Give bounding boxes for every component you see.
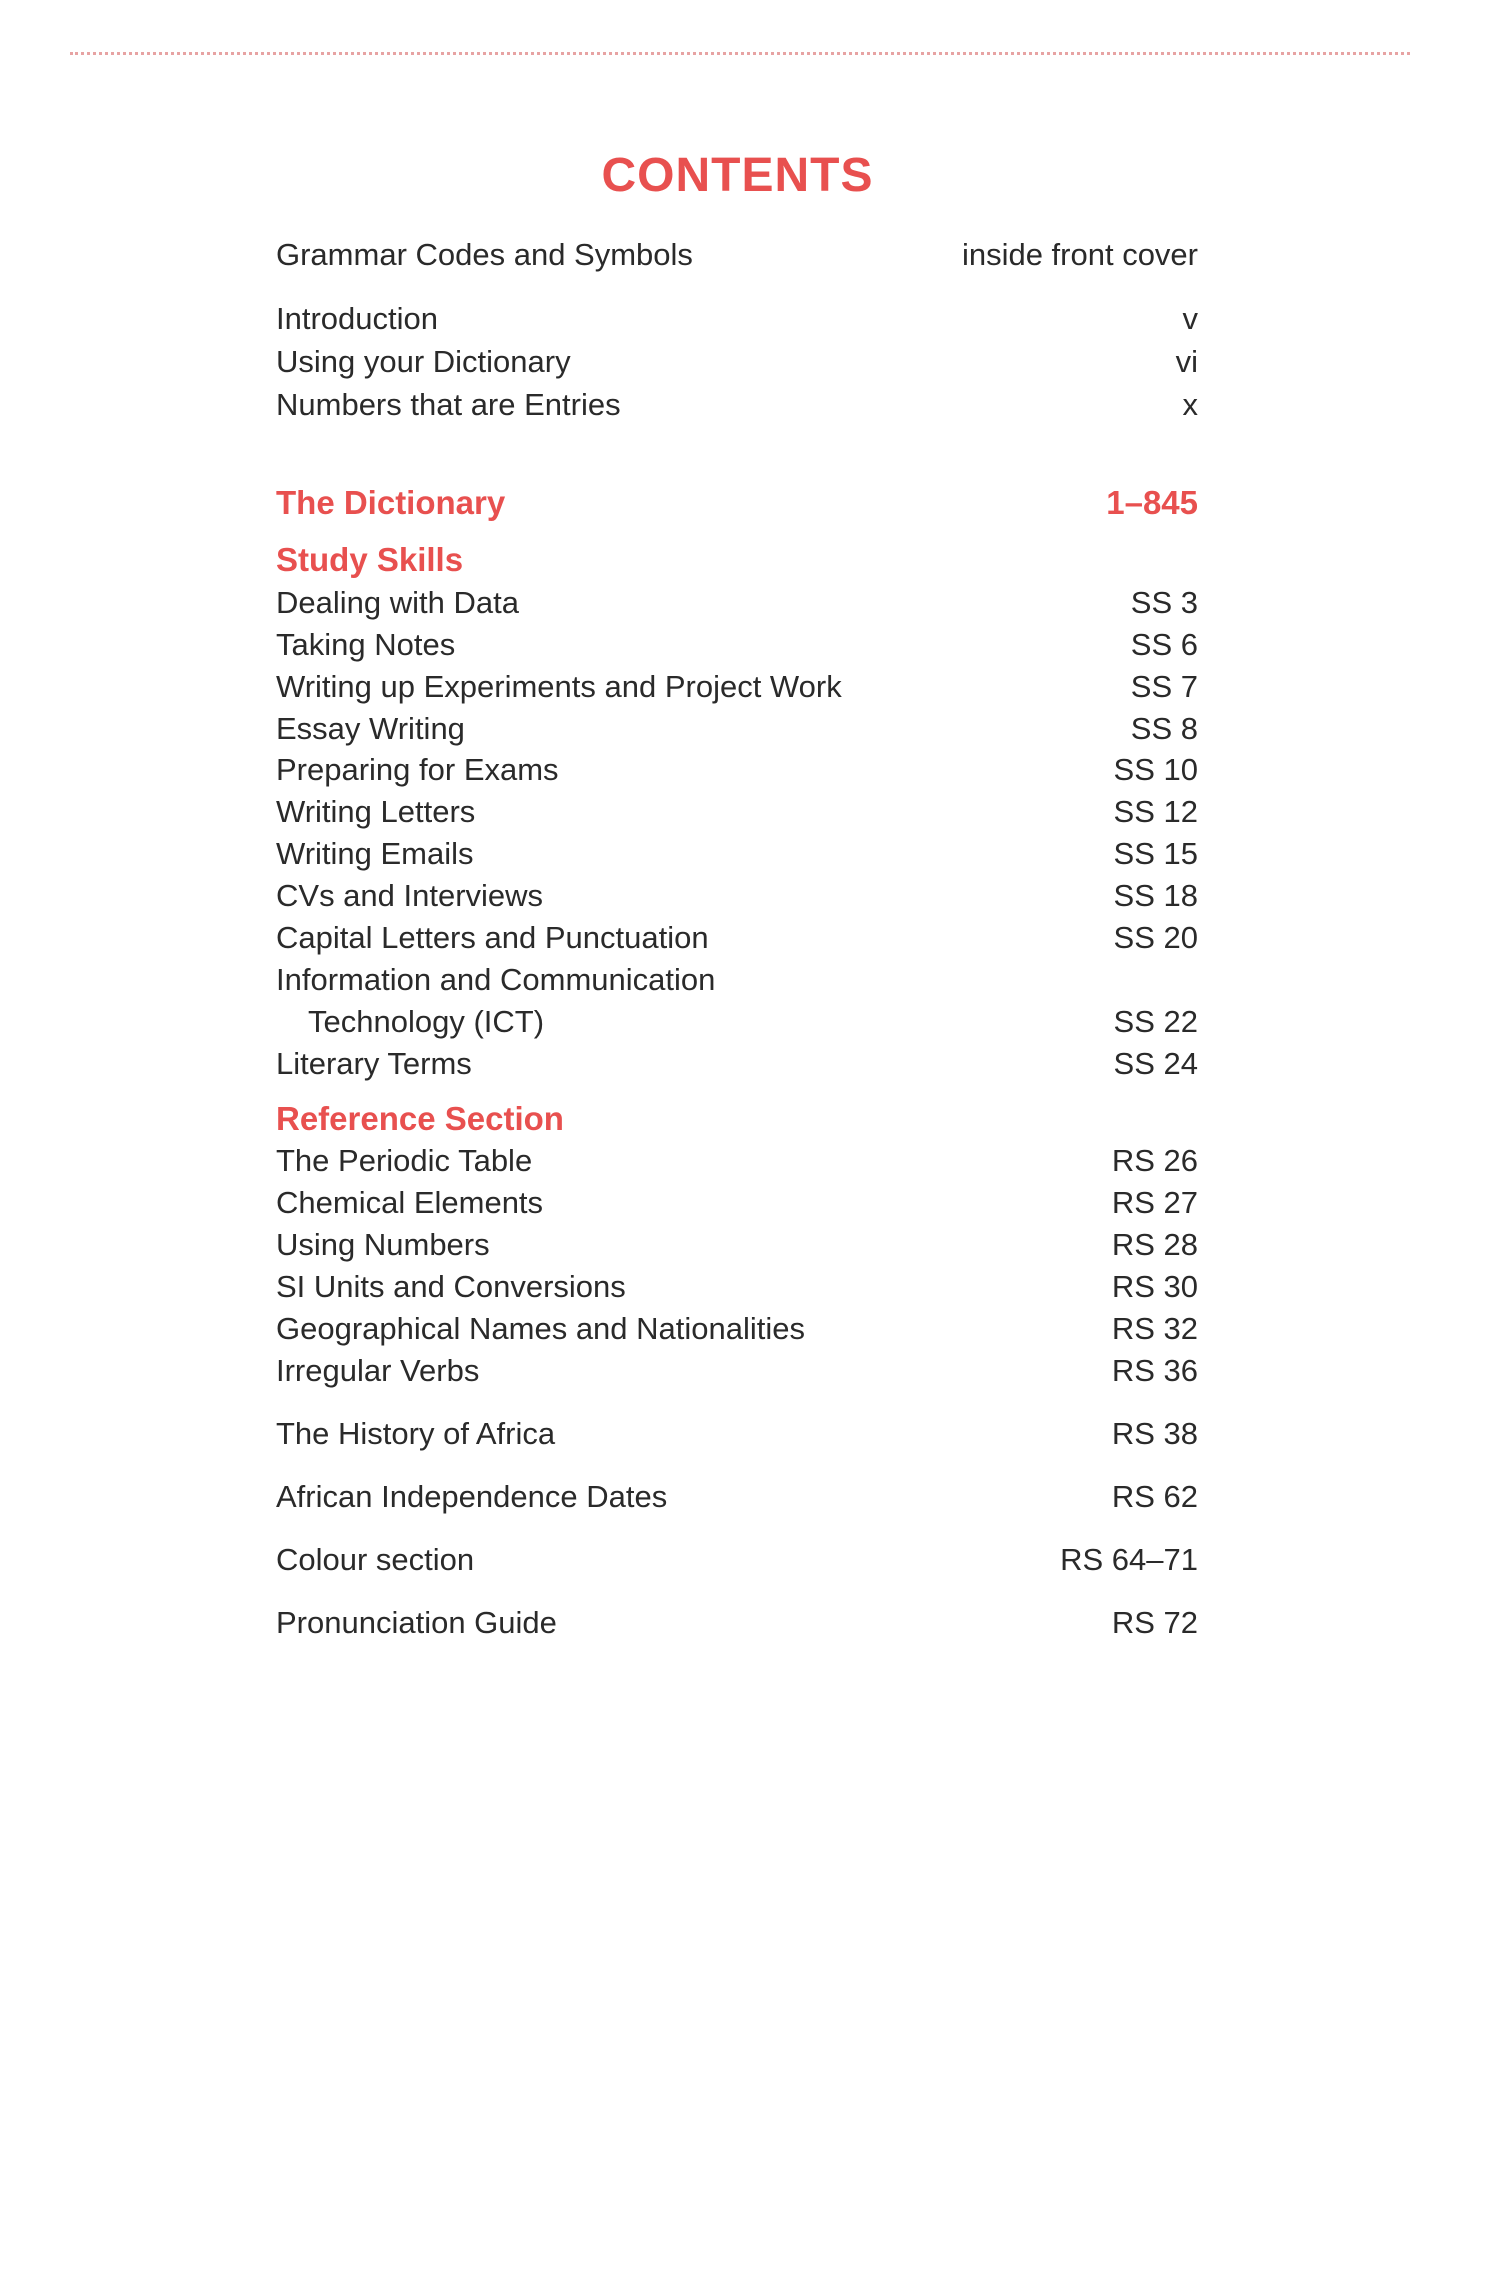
toc-heading-study-skills xyxy=(276,539,1198,581)
toc-page: RS 64–71 xyxy=(1060,1542,1198,1577)
toc-row-using-numbers xyxy=(276,1224,1198,1266)
toc-row-writing-emails xyxy=(276,833,1198,875)
toc-page: SS 12 xyxy=(1113,794,1198,829)
toc-label: Introduction xyxy=(276,301,438,336)
toc-row-periodic-table xyxy=(276,1140,1198,1182)
toc-row-dealing-with-data xyxy=(276,582,1198,624)
toc-row-grammar-codes xyxy=(276,234,1198,276)
toc-row-geographical-names xyxy=(276,1308,1198,1350)
toc-row-information-communication xyxy=(276,959,1198,1001)
toc-row-using-dictionary xyxy=(276,341,1198,383)
toc-page: SS 20 xyxy=(1113,920,1198,955)
dotted-top-rule xyxy=(70,52,1410,55)
toc-label: Reference Section xyxy=(276,1100,564,1137)
toc-label: Numbers that are Entries xyxy=(276,387,621,422)
toc-label: Using Numbers xyxy=(276,1227,490,1262)
toc-label: Writing Emails xyxy=(276,836,474,871)
toc-page: 1–845 xyxy=(1106,484,1198,521)
toc-row-numbers-entries xyxy=(276,384,1198,426)
toc-page: RS 72 xyxy=(1111,1605,1198,1640)
toc-label: Technology (ICT) xyxy=(308,1004,545,1039)
toc-page: inside front cover xyxy=(961,237,1198,272)
toc-page: RS 28 xyxy=(1111,1227,1198,1262)
toc-row-cvs-interviews xyxy=(276,875,1198,917)
toc-page: RS 62 xyxy=(1111,1479,1198,1514)
toc-label: Colour section xyxy=(276,1542,475,1577)
toc-label: Capital Letters and Punctuation xyxy=(276,920,709,955)
toc-label: Literary Terms xyxy=(276,1046,472,1081)
toc-page: SS 24 xyxy=(1113,1046,1198,1081)
toc-page: SS 7 xyxy=(1130,669,1198,704)
toc-page: SS 22 xyxy=(1113,1004,1198,1039)
toc-label: Information and Communication xyxy=(276,962,716,997)
toc-page: RS 32 xyxy=(1111,1311,1198,1346)
toc-label: Chemical Elements xyxy=(276,1185,544,1220)
toc-label: Pronunciation Guide xyxy=(276,1605,557,1640)
toc-page: SS 18 xyxy=(1113,878,1198,913)
toc-label: Preparing for Exams xyxy=(276,752,559,787)
toc-row-taking-notes xyxy=(276,624,1198,666)
toc-label: The Dictionary xyxy=(276,484,506,521)
toc-page: RS 30 xyxy=(1111,1269,1198,1304)
toc-label: Geographical Names and Nationalities xyxy=(276,1311,806,1346)
toc-label: Irregular Verbs xyxy=(276,1353,480,1388)
toc-row-writing-experiments xyxy=(276,666,1198,708)
toc-row-capital-letters xyxy=(276,917,1198,959)
toc-row-writing-letters xyxy=(276,791,1198,833)
toc-row-chemical-elements xyxy=(276,1182,1198,1224)
toc-page: x xyxy=(1182,387,1198,422)
toc-label: Taking Notes xyxy=(276,627,456,662)
toc-row-preparing-exams xyxy=(276,749,1198,791)
toc-page: RS 27 xyxy=(1111,1185,1198,1220)
toc-page: SS 6 xyxy=(1130,627,1198,662)
toc-page: SS 15 xyxy=(1113,836,1198,871)
toc-row-si-units xyxy=(276,1266,1198,1308)
page-title: CONTENTS xyxy=(601,149,874,202)
toc-page: RS 38 xyxy=(1111,1416,1198,1451)
toc-page: SS 8 xyxy=(1130,711,1198,746)
toc-row-history-africa xyxy=(276,1413,1198,1455)
toc-label: The Periodic Table xyxy=(276,1143,533,1178)
toc-row-pronunciation-guide xyxy=(276,1602,1198,1644)
toc-label: Grammar Codes and Symbols xyxy=(276,237,693,272)
toc-label: Using your Dictionary xyxy=(276,344,571,379)
toc-page: RS 36 xyxy=(1111,1353,1198,1388)
toc-row-irregular-verbs xyxy=(276,1350,1198,1392)
toc-page: vi xyxy=(1175,344,1198,379)
toc-page: SS 10 xyxy=(1113,752,1198,787)
toc-label: African Independence Dates xyxy=(276,1479,668,1514)
toc-label: CVs and Interviews xyxy=(276,878,544,913)
toc-row-technology-ict xyxy=(276,1001,1198,1043)
toc-row-essay-writing xyxy=(276,708,1198,750)
toc-label: Writing up Experiments and Project Work xyxy=(276,669,842,704)
toc-page: RS 26 xyxy=(1111,1143,1198,1178)
toc-row-literary-terms xyxy=(276,1043,1198,1085)
toc-row-african-independence xyxy=(276,1476,1198,1518)
toc-row-introduction xyxy=(276,298,1198,340)
toc-label: SI Units and Conversions xyxy=(276,1269,626,1304)
toc-label: Writing Letters xyxy=(276,794,476,829)
toc-label: Study Skills xyxy=(276,541,464,578)
toc-label: Essay Writing xyxy=(276,711,465,746)
toc-heading-reference-section xyxy=(276,1098,1198,1140)
toc-page: SS 3 xyxy=(1130,585,1198,620)
toc-heading-dictionary xyxy=(276,482,1198,524)
toc-label: Dealing with Data xyxy=(276,585,519,620)
toc-label: The History of Africa xyxy=(276,1416,556,1451)
toc-row-colour-section xyxy=(276,1539,1198,1581)
toc-page: v xyxy=(1182,301,1198,336)
